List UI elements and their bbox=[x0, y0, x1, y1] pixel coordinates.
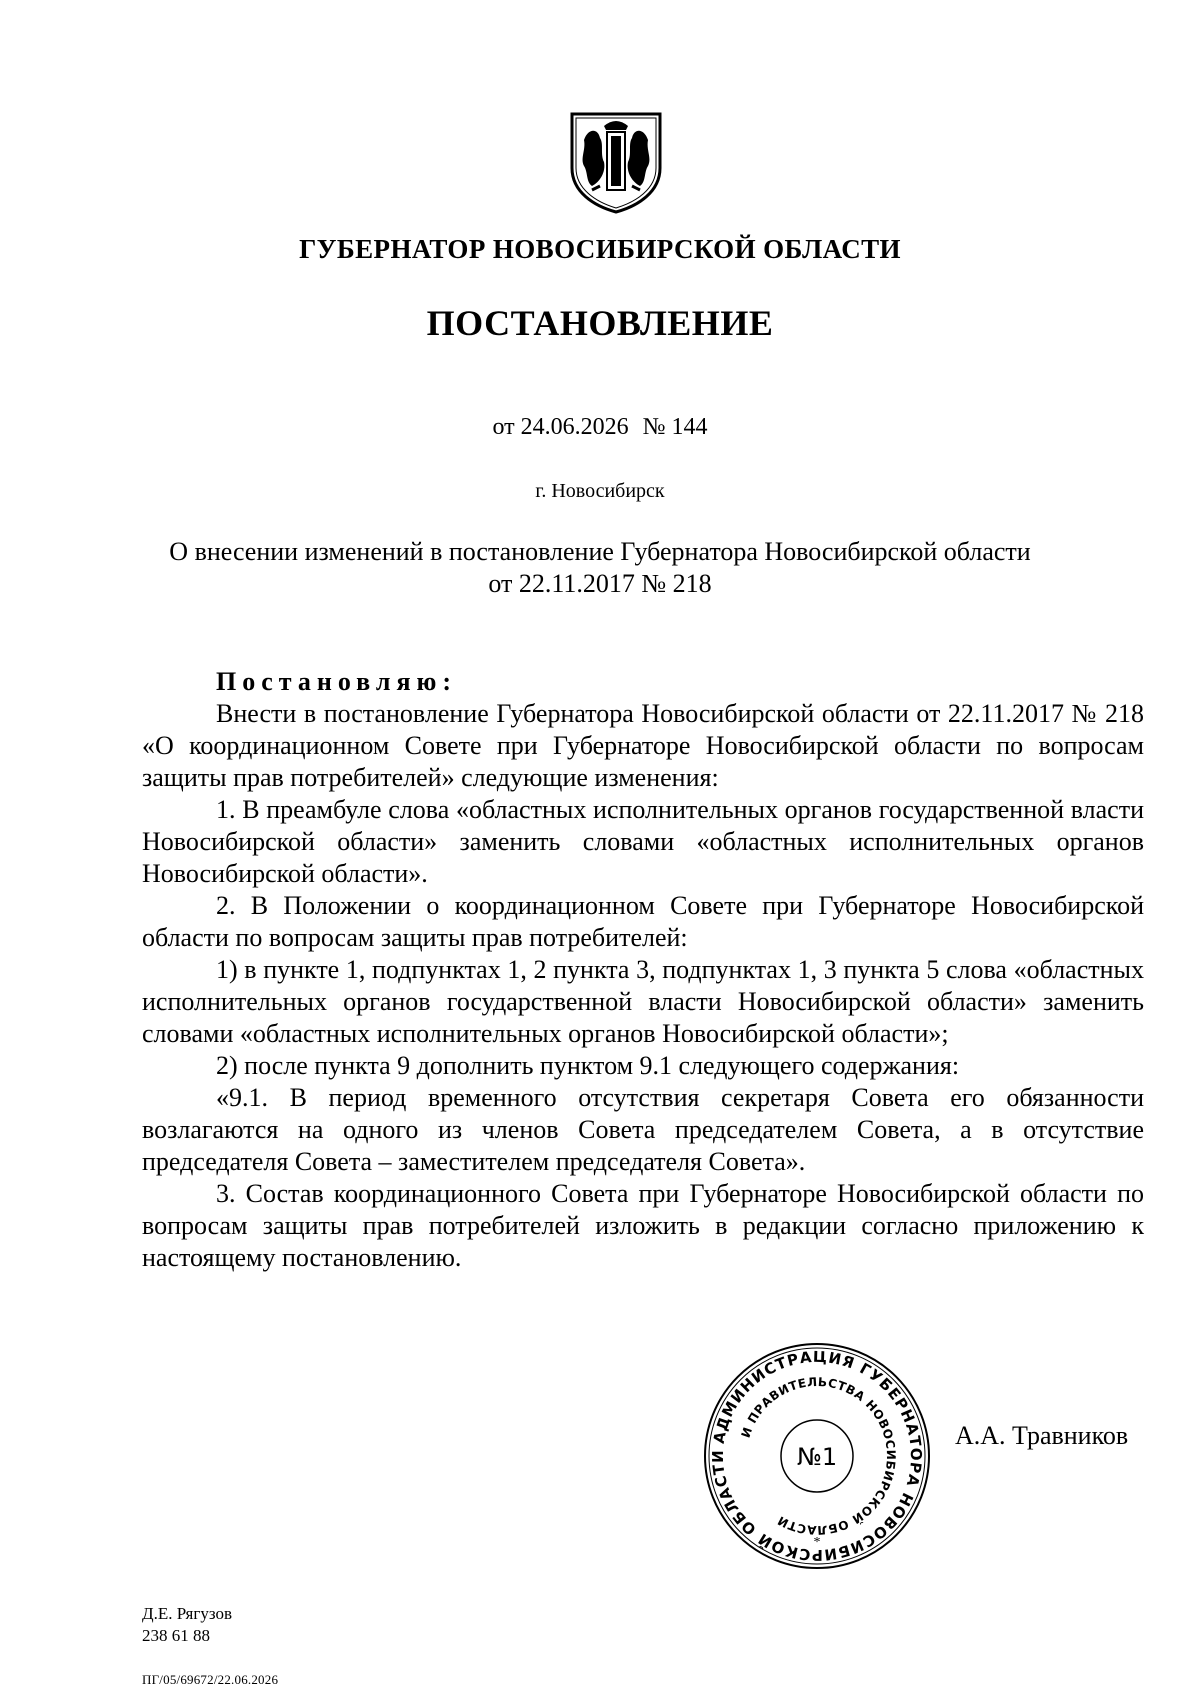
body-paragraph: 2. В Положении о координационном Совете при Губернаторе Новосибирской области по вопросам защиты прав потребителей: bbox=[142, 891, 1144, 952]
resolve-heading: Постановляю: bbox=[216, 667, 458, 696]
document-date: от 24.06.2026 bbox=[492, 414, 629, 440]
official-seal-icon bbox=[702, 1341, 932, 1571]
seal-outer-text: АДМИНИСТРАЦИЯ ГУБЕРНАТОРА НОВОСИБИРСКОЙ ОБЛАСТИ bbox=[708, 1347, 926, 1565]
executor-name: Д.Е. Рягузов bbox=[142, 1604, 232, 1623]
registration-number: ПГ/05/69672/22.06.2026 bbox=[142, 1672, 279, 1687]
document-subject bbox=[0, 536, 1200, 600]
subject-line-2: от 22.11.2017 № 218 bbox=[488, 569, 712, 598]
body-paragraph: 1) в пункте 1, подпунктах 1, 2 пункта 3, подпунктах 1, 3 пункта 5 слова «областных исполнительных органов государственной власти Новосибирской области» заменить словами «областных исполнительных органов Новосибирской области»; bbox=[142, 955, 1144, 1048]
body-paragraph: 2) после пункта 9 дополнить пунктом 9.1 следующего содержания: bbox=[216, 1051, 960, 1080]
city: г. Новосибирск bbox=[535, 480, 665, 502]
signatory-name: А.А. Травников bbox=[955, 1421, 1129, 1450]
svg-text:*: * bbox=[813, 1535, 821, 1550]
document-body bbox=[142, 666, 1144, 1274]
seal-inner-text: И ПРАВИТЕЛЬСТВА НОВОСИБИРСКОЙ ОБЛАСТИ bbox=[738, 1374, 899, 1538]
body-paragraph: 1. В преамбуле слова «областных исполнительных органов государственной власти Новосибирской области» заменить словами «областных исполнительных органов Новосибирской области». bbox=[142, 795, 1144, 888]
body-paragraph: «9.1. В период временного отсутствия секретаря Совета его обязанности возлагаются на одного из членов Совета председателем Совета, а в отсутствие председателя Совета – заместителем председателя Совета». bbox=[142, 1083, 1144, 1176]
body-paragraph: Внести в постановление Губернатора Новосибирской области от 22.11.2017 № 218 «О координационном Совете при Губернаторе Новосибирской области по вопросам защиты прав потребителей» следующие изменения: bbox=[142, 699, 1144, 792]
body-paragraph: 3. Состав координационного Совета при Губернаторе Новосибирской области по вопросам защиты прав потребителей изложить в редакции согласно приложению к настоящему постановлению. bbox=[142, 1179, 1144, 1272]
document-type: ПОСТАНОВЛЕНИЕ bbox=[426, 303, 774, 343]
subject-line-1: О внесении изменений в постановление Губернатора Новосибирской области bbox=[169, 537, 1031, 566]
document-number: № 144 bbox=[642, 414, 708, 440]
executor-phone: 238 61 88 bbox=[142, 1626, 210, 1645]
date-number-line bbox=[0, 414, 1200, 441]
executor-block bbox=[142, 1603, 232, 1647]
issuing-authority: ГУБЕРНАТОР НОВОСИБИРСКОЙ ОБЛАСТИ bbox=[299, 234, 901, 264]
coat-of-arms-icon bbox=[566, 110, 666, 214]
seal-center-text: №1 bbox=[796, 1443, 838, 1471]
